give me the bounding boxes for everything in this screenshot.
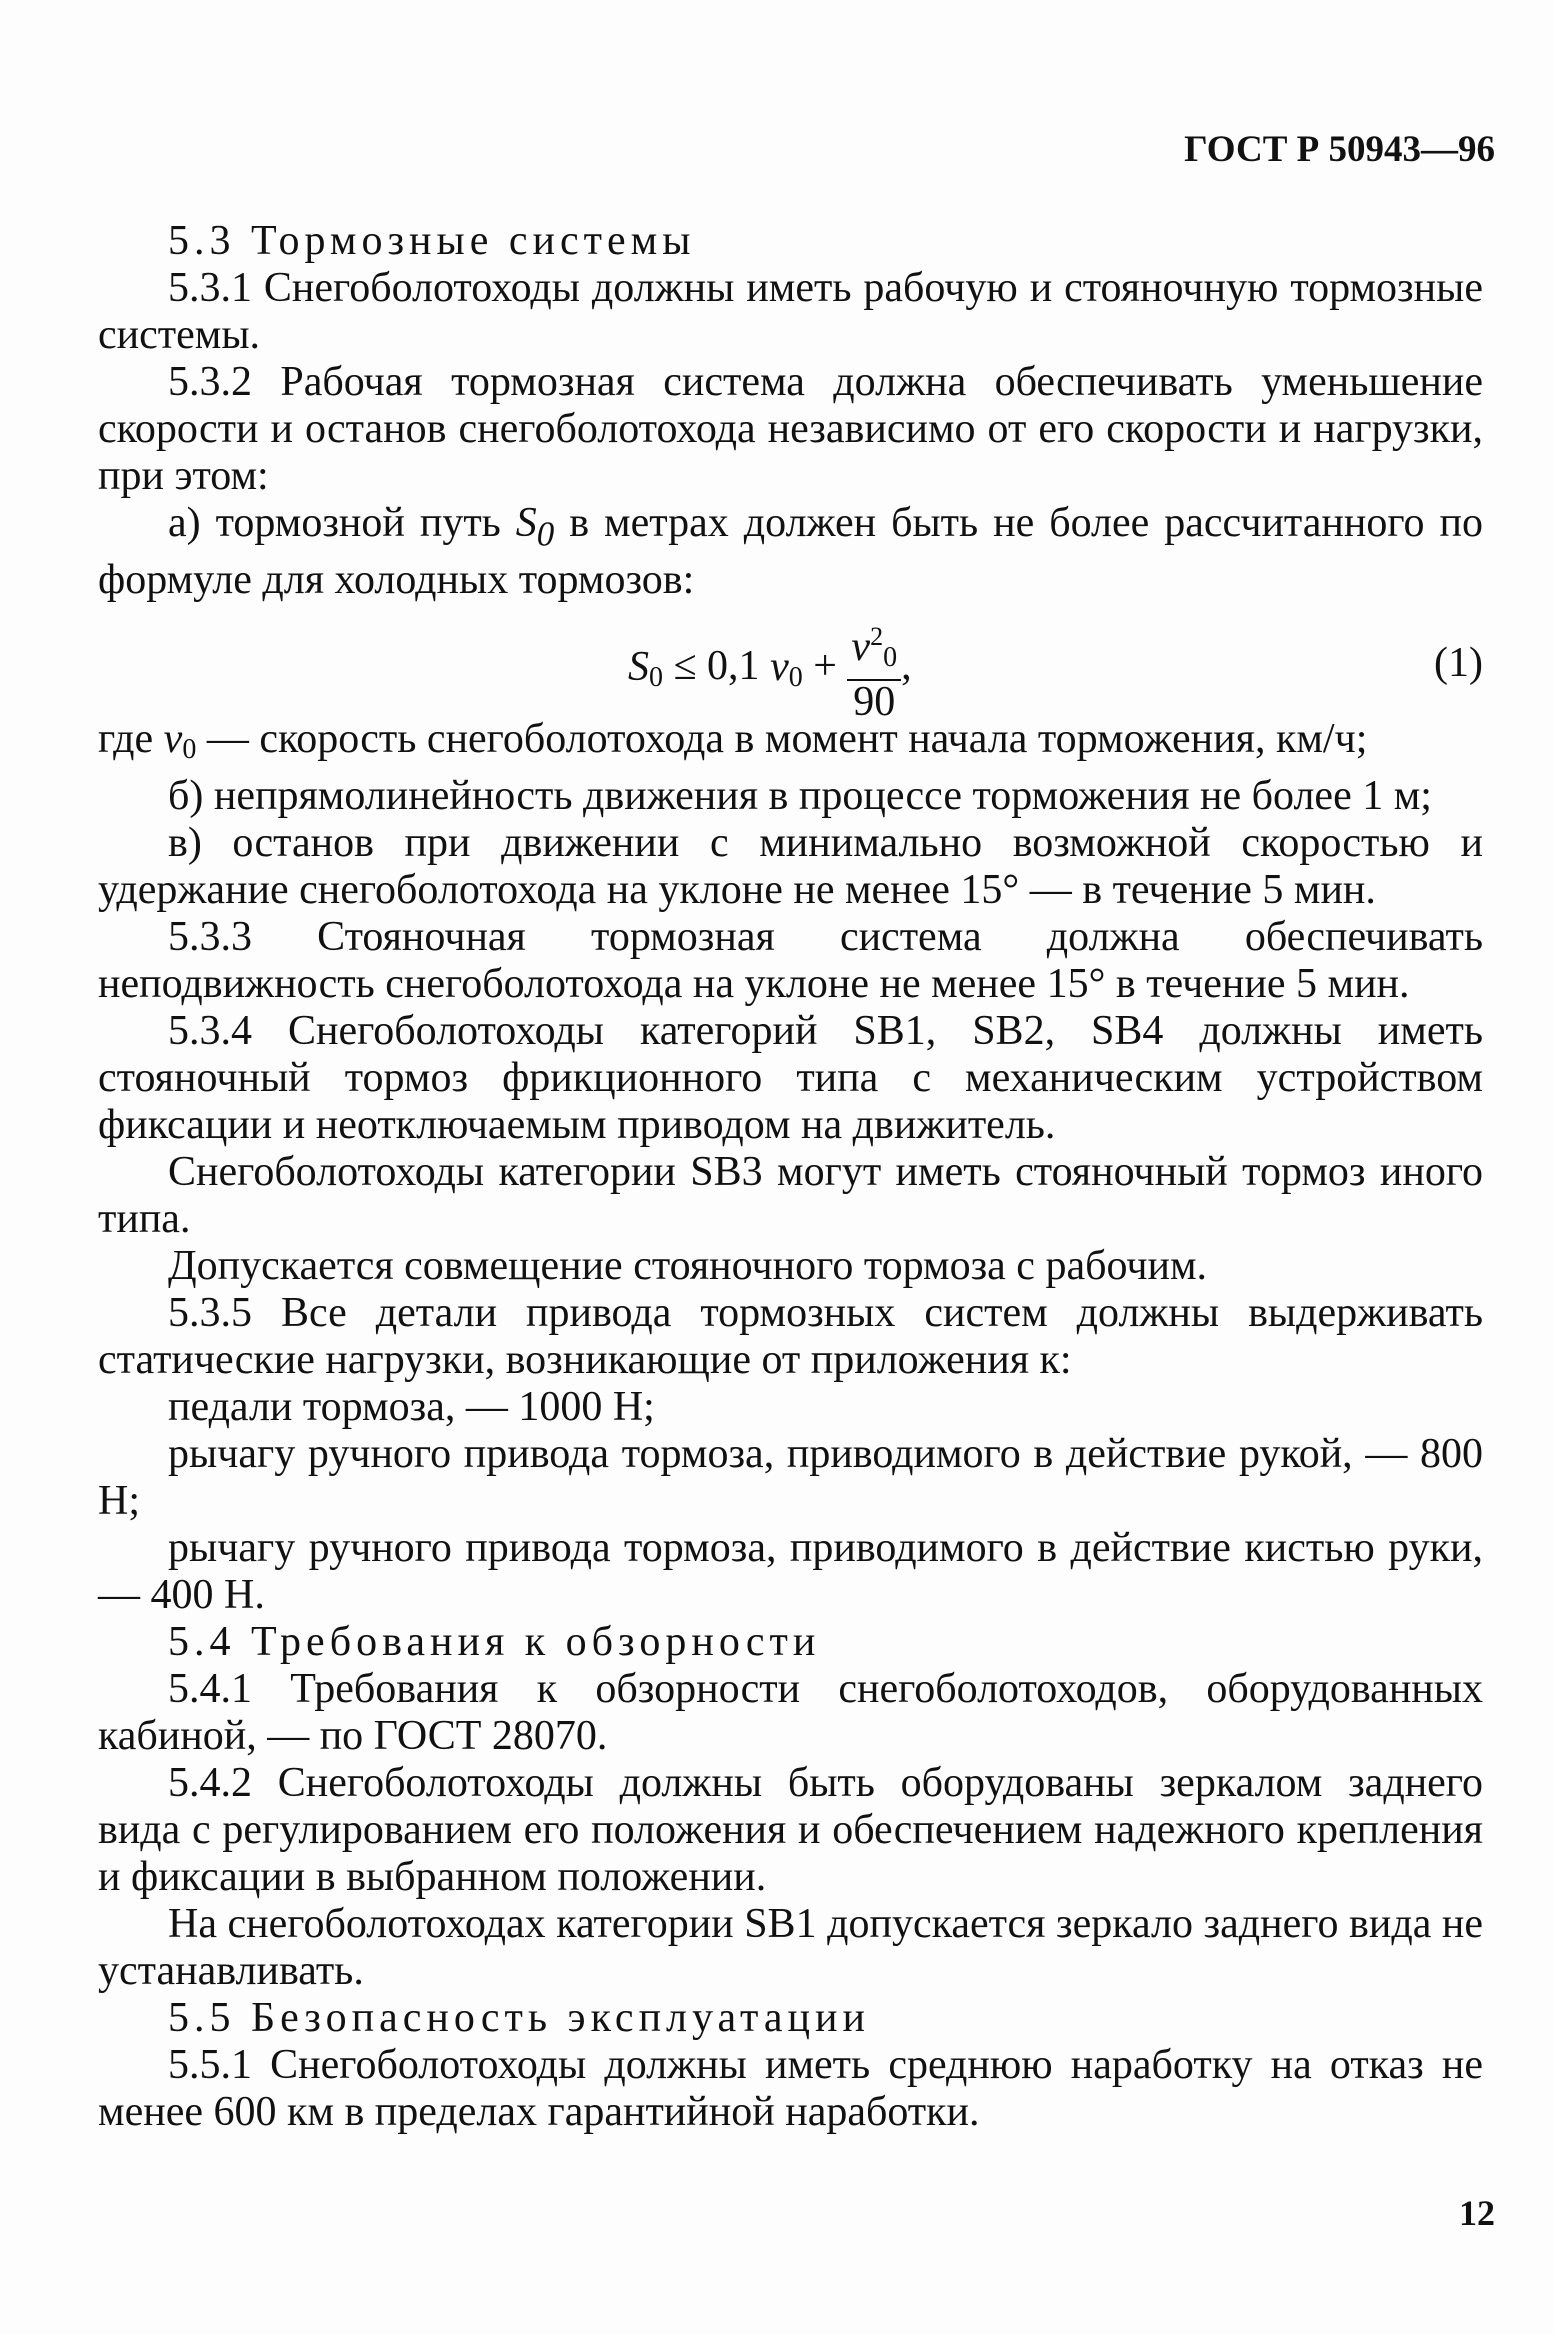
item-a-text-end: в метрах должен быть не более рассчитанного по формуле для холодных тормозов: xyxy=(98,500,1483,604)
load-hand-lever: рычагу ручного привода тормоза, приводимого в действие рукой, — 800 Н; xyxy=(98,1431,1483,1525)
where-word: где xyxy=(98,716,154,763)
formula-denominator: 90 xyxy=(853,679,896,726)
formula-lhs: $S_0$ xyxy=(628,643,663,693)
list-item-b: б) непрямолинейность движения в процессе торможения не более 1 м; xyxy=(168,773,1432,820)
formula-explanation xyxy=(98,716,1483,773)
formula-number: (1) xyxy=(1434,640,1483,687)
item-a-text-start: а) тормозной путь xyxy=(168,500,501,546)
paragraph-5-4-1: 5.4.1 Требования к обзорности снегоболотоходов, оборудованных кабиной, — по ГОСТ 28070. xyxy=(98,1666,1483,1760)
velocity-symbol: $v_0$ xyxy=(163,716,197,766)
section-heading-5-4: 5.4 Требования к обзорности xyxy=(168,1619,821,1666)
formula-plus: + xyxy=(813,643,837,690)
section-heading-5-3: 5.3 Тормозные системы xyxy=(168,218,696,264)
formula-row xyxy=(98,604,1483,726)
paragraph-5-4-2: 5.4.2 Снегоболотоходы должны быть оборудованы зеркалом заднего вида с регулированием его положения и обеспечением надежного крепления и фиксации в выбранном положении. xyxy=(98,1760,1483,1901)
document-header: ГОСТ Р 50943—96 xyxy=(1184,129,1495,170)
formula-numerator: $v^2_0$ xyxy=(847,616,901,681)
formula-fraction xyxy=(847,616,901,726)
formula-velocity: $v_0$ xyxy=(770,643,803,693)
paragraph-5-3-5: 5.3.5 Все детали привода тормозных систем должны выдерживать статические нагрузки, возникающие от приложения к: xyxy=(98,1290,1483,1384)
paragraph-sb1: На снегоболотоходах категории SB1 допускается зеркало заднего вида не устанавливать. xyxy=(98,1901,1483,1995)
load-pedal: педали тормоза, — 1000 Н; xyxy=(168,1384,655,1431)
list-item-v: в) останов при движении с минимально возможной скоростью и удержание снегоболотохода на уклоне не менее 15° — в течение 5 мин. xyxy=(98,820,1483,914)
paragraph-5-3-1: 5.3.1 Снегоболотоходы должны иметь рабочую и стояночную тормозные системы. xyxy=(98,265,1483,358)
braking-distance-symbol: $S_0$ xyxy=(515,500,555,554)
where-definition: — скорость снегоболотохода в момент начала торможения, км/ч; xyxy=(206,716,1368,763)
paragraph-combine: Допускается совмещение стояночного тормоза с рабочим. xyxy=(168,1243,1208,1290)
paragraph-sb3: Снегоболотоходы категории SB3 могут иметь стояночный тормоз иного типа. xyxy=(98,1149,1483,1243)
load-wrist-lever: рычагу ручного привода тормоза, приводимого в действие кистью руки, — 400 Н. xyxy=(98,1525,1483,1619)
paragraph-5-3-4: 5.3.4 Снегоболотоходы категорий SB1, SB2, SB4 должны иметь стояночный тормоз фрикционного типа с механическим устройством фиксации и неотключаемым приводом на движитель. xyxy=(98,1008,1483,1149)
paragraph-5-3-3: 5.3.3 Стояночная тормозная система должна обеспечивать неподвижность снегоболотохода на уклоне не менее 15° в течение 5 мин. xyxy=(98,914,1483,1008)
formula-comma: , xyxy=(901,643,912,690)
page-number: 12 xyxy=(1459,2193,1495,2233)
braking-formula xyxy=(628,616,912,726)
document-body xyxy=(98,218,1483,2136)
paragraph-5-3-2: 5.3.2 Рабочая тормозная система должна обеспечивать уменьшение скорости и останов снегоболотохода независимо от его скорости и нагрузки, при этом: xyxy=(98,359,1483,499)
section-heading-5-5: 5.5 Безопасность эксплуатации xyxy=(168,1995,870,2042)
formula-relation: ≤ 0,1 xyxy=(673,643,760,690)
paragraph-5-5-1: 5.5.1 Снегоболотоходы должны иметь среднюю наработку на отказ не менее 600 км в пределах гарантийной наработки. xyxy=(98,2042,1483,2136)
list-item-a xyxy=(98,500,1483,604)
